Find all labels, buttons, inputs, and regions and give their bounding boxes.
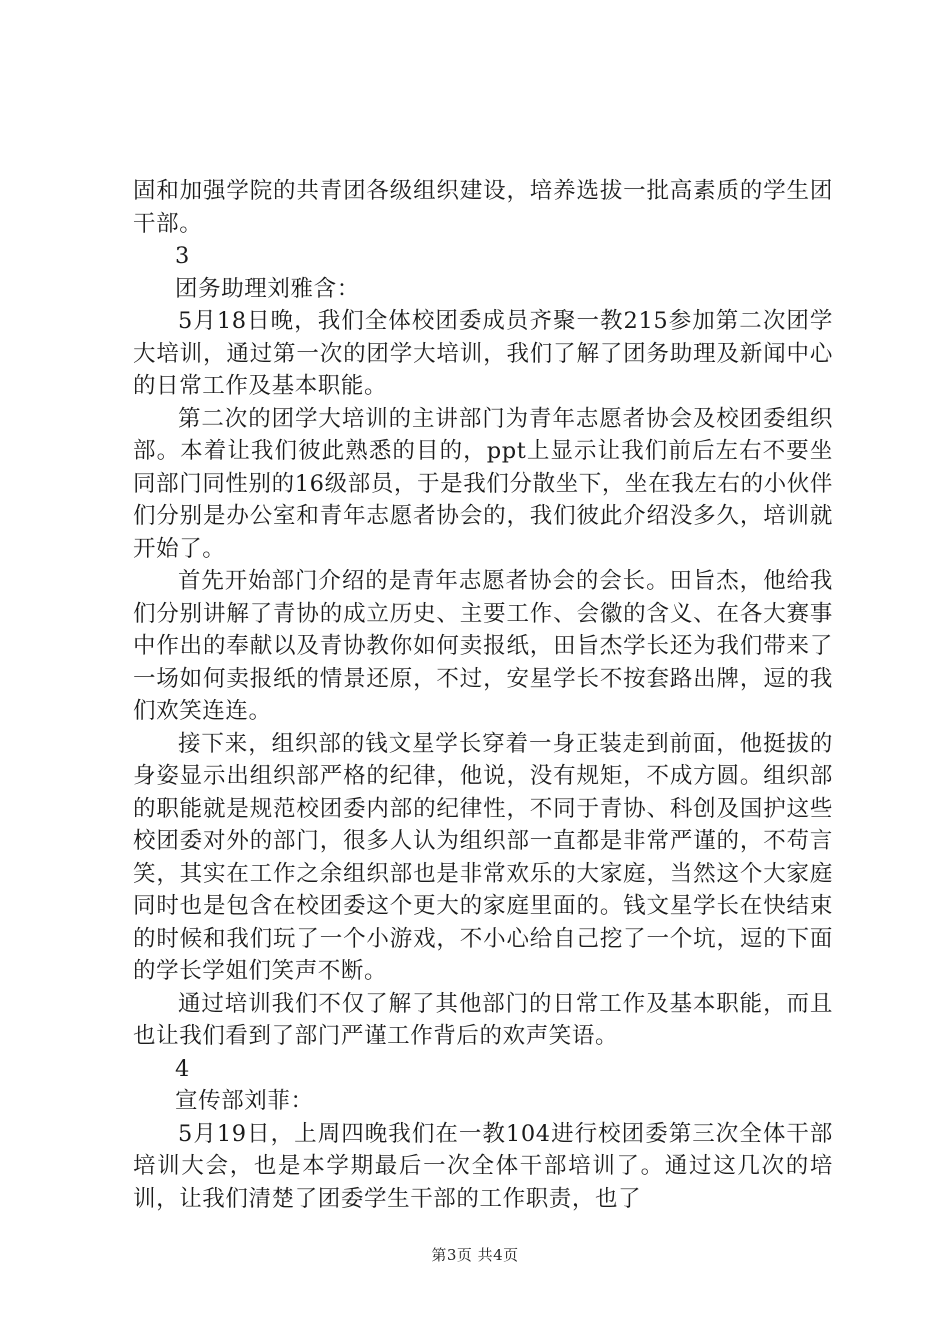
page-footer: [0, 1244, 950, 1265]
paragraph: 5月19日，上周四晚我们在一教104进行校团委第三次全体干部培训大会，也是本学期最后一次全体干部培训了。通过这几次的培训，让我们清楚了团委学生干部的工作职责，也了: [133, 1120, 833, 1212]
paragraph: 5月18日晚，我们全体校团委成员齐聚一教215参加第二次团学大培训，通过第一次的团学大培训，我们了解了团务助理及新闻中心的日常工作及基本职能。: [133, 308, 833, 399]
paragraph: 第二次的团学大培训的主讲部门为青年志愿者协会及校团委组织部。本着让我们彼此熟悉的目的，ppt上显示让我们前后左右不要坐同部门同性别的16级部员，于是我们分散坐下，坐在我左右的小伙伴们分别是办公室和青年志愿者协会的，我们彼此介绍没多久，培训就开始了。: [133, 405, 833, 562]
paragraph: 首先开始部门介绍的是青年志愿者协会的会长。田旨杰，他给我们分别讲解了青协的成立历史、主要工作、会徽的含义、在各大赛事中作出的奉献以及青协教你如何卖报纸，田旨杰学长还为我们带来了一场如何卖报纸的情景还原，不过，安星学长不按套路出牌，逗的我们欢笑连连。: [133, 568, 833, 724]
paragraph-continuation: 固和加强学院的共青团各级组织建设，培养选拔一批高素质的学生团干部。: [133, 178, 833, 237]
paragraph: 接下来，组织部的钱文星学长穿着一身正装走到前面，他挺拔的身姿显示出组织部严格的纪律，他说，没有规矩，不成方圆。组织部的职能就是规范校团委内部的纪律性，不同于青协、科创及国护这些校团委对外的部门，很多人认为组织部一直都是非常严谨的，不苟言笑，其实在工作之余组织部也是非常欢乐的大家庭，当然这个大家庭同时也是包含在校团委这个更大的家庭里面的。钱文星学长在快结束的时候和我们玩了一个小游戏，不小心给自己挖了一个坑，逗的下面的学长学姐们笑声不断。: [133, 730, 833, 984]
speaker-heading-liu-yahan: 团务助理刘雅含：: [175, 275, 360, 302]
paragraph: 通过培训我们不仅了解了其他部门的日常工作及基本职能，而且也让我们看到了部门严谨工作背后的欢声笑语。: [133, 990, 833, 1049]
speaker-heading-liu-fei: 宣传部刘菲：: [175, 1088, 314, 1114]
page-number-label: 第3页 共4页: [431, 1246, 519, 1264]
section-number-3: 3: [175, 243, 190, 269]
document-body: [133, 175, 833, 1215]
section-number-4: 4: [175, 1055, 190, 1082]
